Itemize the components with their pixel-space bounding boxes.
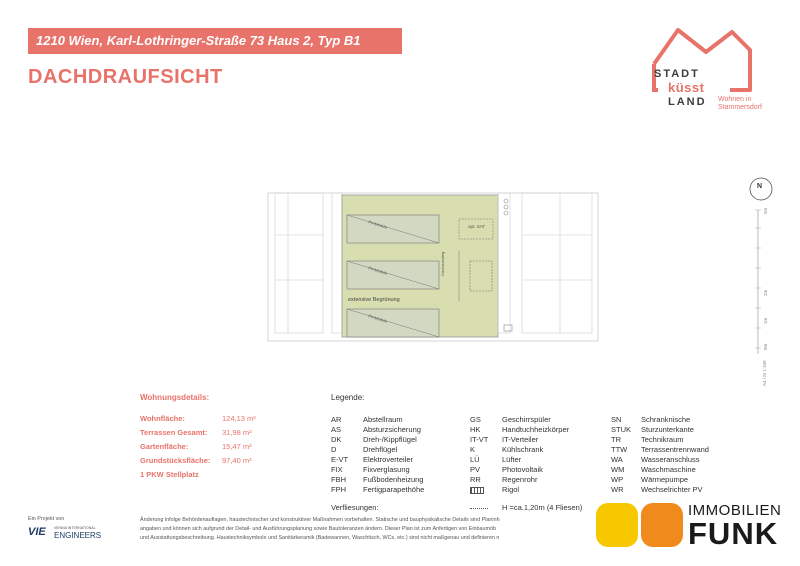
legend-text: Absturzsicherung bbox=[363, 425, 421, 434]
legend-abbr: HK bbox=[470, 425, 481, 434]
legend-text: Geschirrspüler bbox=[502, 415, 551, 424]
footer-note-line: und Ausstattungsbeschreibung. Haustechniksymbole und Sanitärkeramik (Badewannen, Waschtisch, WCs, etc.) sind nicht maßgenau und definieren n bbox=[140, 535, 500, 541]
legend-abbr: GS bbox=[470, 415, 481, 424]
legend-abbr: AS bbox=[331, 425, 342, 434]
legend-abbr: RR bbox=[470, 475, 481, 484]
legend-abbr: AR bbox=[331, 415, 342, 424]
footer-note-line: Änderung infolge Behördenauflagen, haustechnischer und konstruktiver Maßnahmen vorbehalten. Statische und bauphysikalische Details sind Planinh bbox=[140, 517, 500, 523]
tiling-line-icon bbox=[470, 508, 488, 509]
legend-text: Lüfter bbox=[502, 455, 522, 464]
detail-value: 15,47 m² bbox=[222, 442, 252, 451]
legend-abbr: WM bbox=[611, 465, 625, 474]
scale-caption: A4 / M 1:100 bbox=[762, 360, 767, 386]
vie-mark: VIE bbox=[28, 526, 46, 538]
sat-label: opt. SAT bbox=[468, 224, 486, 229]
footer-note-line: angaben und können sich aufgrund der Detail- und Ausführungsplanung sowie Bautoleranzen ändern. Dieser Plan ist zum Anfertigen von Einbaumöb bbox=[140, 526, 497, 532]
legend-abbr: D bbox=[331, 445, 337, 454]
scale-tick-5m: 5m bbox=[763, 207, 768, 214]
address-banner bbox=[28, 28, 402, 54]
vertical-label: Dachausstieg bbox=[440, 251, 445, 276]
footer-disclaimer bbox=[140, 516, 640, 543]
detail-value: 97,40 m² bbox=[222, 456, 252, 465]
legend-text: Technikraum bbox=[641, 435, 684, 444]
scale-bar bbox=[752, 208, 772, 358]
legend-text: Photovoltaik bbox=[502, 465, 543, 474]
legend-text: Wärmepumpe bbox=[641, 475, 689, 484]
yellow-block-icon bbox=[596, 503, 638, 547]
legend-text: Elektroverteiler bbox=[363, 455, 414, 464]
logo-line-kuesst: küsst bbox=[668, 80, 705, 95]
stadt-kuesst-land-logo bbox=[640, 24, 780, 124]
legend-text: IT-Verteiler bbox=[502, 435, 539, 444]
scale-tick-1m: 1m bbox=[763, 317, 768, 324]
vie-engineers: ENGINEERS bbox=[54, 531, 102, 540]
legend-text: Fertigparapethöhe bbox=[363, 485, 425, 494]
legend-abbr: TR bbox=[611, 435, 621, 444]
watermark-line-2: FUNK bbox=[688, 516, 779, 551]
legend-text: Fixverglasung bbox=[363, 465, 410, 474]
green-roof-label: extensive Begrünung bbox=[348, 297, 400, 303]
legend-text: Sturzunterkante bbox=[641, 425, 694, 434]
legend-abbr: WP bbox=[611, 475, 624, 484]
vie-logo bbox=[28, 524, 118, 544]
legend-text: Abstellraum bbox=[363, 415, 403, 424]
project-by-label: Ein Projekt von bbox=[28, 516, 65, 522]
legend-text: Drehflügel bbox=[363, 445, 398, 454]
legend-abbr: WA bbox=[611, 455, 623, 464]
address-text: 1210 Wien, Karl-Lothringer-Straße 73 Haus 2, Typ B1 bbox=[36, 33, 361, 48]
rigol-symbol-icon bbox=[470, 487, 484, 494]
page-title: DACHDRAUFSICHT bbox=[28, 66, 223, 88]
legend-text: Rigol bbox=[502, 485, 520, 494]
legend-abbr: FPH bbox=[331, 485, 346, 494]
legend-text: Wasseranschluss bbox=[641, 455, 700, 464]
watermark-line-1: IMMOBILIEN bbox=[688, 502, 782, 519]
logo-tagline-1: Wohnen in bbox=[718, 96, 752, 103]
detail-row: Wohnfläche: bbox=[140, 414, 185, 423]
legend-abbr: STUK bbox=[611, 425, 632, 434]
logo-roof-icon bbox=[640, 24, 780, 94]
tiling-label: Verfliesungen: bbox=[331, 503, 379, 512]
legend-abbr: SN bbox=[611, 415, 622, 424]
legend-text: Dreh-/Kippflügel bbox=[363, 435, 417, 444]
detail-row: Grundstücksfläche: bbox=[140, 456, 211, 465]
legend-abbr: PV bbox=[470, 465, 481, 474]
tiling-value: H =ca.1,20m (4 Fliesen) bbox=[502, 503, 583, 512]
scale-tick-2m: 2m bbox=[763, 289, 768, 296]
legend-abbr: TTW bbox=[611, 445, 628, 454]
legend-text: Wechselrichter PV bbox=[641, 485, 703, 494]
vie-small: VIENNA INTERNATIONAL bbox=[54, 526, 96, 530]
legend-text: Waschmaschine bbox=[641, 465, 696, 474]
legend-abbr: WR bbox=[611, 485, 624, 494]
pv-label-3: PV-Module bbox=[367, 313, 388, 324]
legend-abbr: FBH bbox=[331, 475, 346, 484]
legend-heading: Legende: bbox=[331, 393, 365, 402]
details-heading: Wohnungsdetails: bbox=[140, 393, 210, 402]
pv-label-1: PV-Module bbox=[367, 219, 388, 230]
detail-row: Terrassen Gesamt: bbox=[140, 428, 208, 437]
immobilien-funk-logo bbox=[596, 500, 796, 552]
legend-abbr: LÜ bbox=[470, 455, 480, 464]
legend-text: Handtuchheizkörper bbox=[502, 425, 570, 434]
legend-abbr: FIX bbox=[331, 465, 343, 474]
logo-line-land: LAND bbox=[668, 96, 707, 108]
north-label: N bbox=[757, 183, 763, 190]
orange-block-icon bbox=[641, 503, 683, 547]
legend-abbr: E-VT bbox=[331, 455, 349, 464]
legend-abbr: IT-VT bbox=[470, 435, 489, 444]
pv-label-2: PV-Module bbox=[367, 265, 388, 276]
logo-line-stadt: STADT bbox=[654, 68, 700, 80]
logo-tagline-2: Stammersdorf bbox=[718, 104, 762, 111]
legend-abbr: K bbox=[470, 445, 476, 454]
legend-text: Kühlschrank bbox=[502, 445, 544, 454]
legend-abbr: DK bbox=[331, 435, 342, 444]
legend-text: Regenrohr bbox=[502, 475, 538, 484]
legend-text: Schranknische bbox=[641, 415, 691, 424]
detail-row: Gartenfläche: bbox=[140, 442, 189, 451]
parking-note: 1 PKW Stellplatz bbox=[140, 470, 199, 479]
legend-text: Terrassentrennwand bbox=[641, 445, 709, 454]
detail-value: 124,13 m² bbox=[222, 414, 256, 423]
detail-value: 31,98 m² bbox=[222, 428, 252, 437]
scale-tick-0m: 0m bbox=[763, 343, 768, 350]
legend-text: Fußbodenheizung bbox=[363, 475, 424, 484]
